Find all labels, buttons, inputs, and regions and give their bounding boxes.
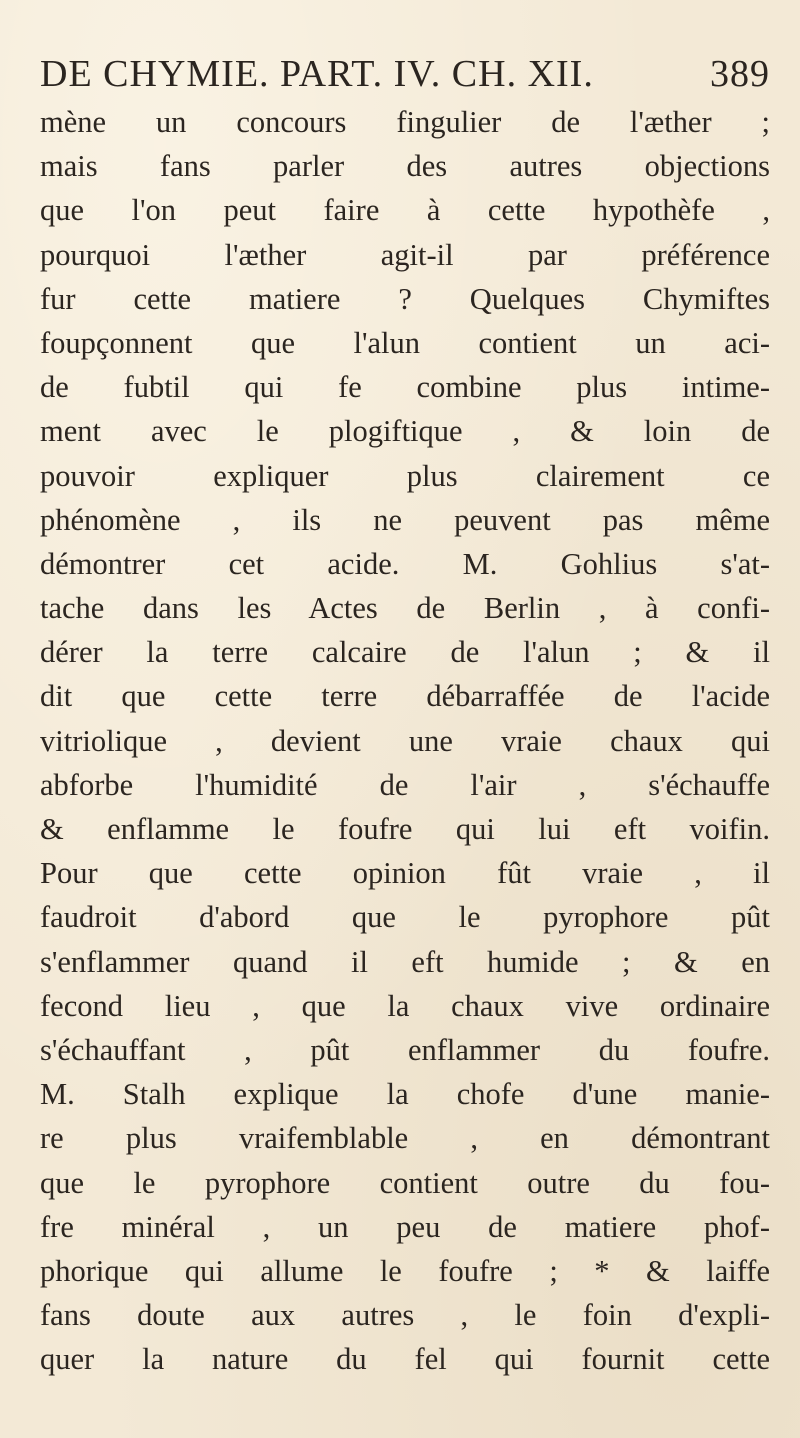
text-line: fecond lieu , que la chaux vive ordinaire <box>40 988 770 1023</box>
text-line: vitriolique , devient une vraie chaux qui <box>40 723 770 758</box>
text-line: dérer la terre calcaire de l'alun ; & il <box>40 635 770 670</box>
text-line: ment avec le plogiftique , & loin de <box>40 414 770 449</box>
text-line: M. Stalh explique la chofe d'une manie- <box>40 1077 770 1112</box>
text-line: Pour que cette opinion fût vraie , il <box>40 856 770 891</box>
body-text <box>40 100 770 1381</box>
text-line: que le pyrophore contient outre du fou- <box>40 1165 770 1200</box>
page-number: 389 <box>710 53 770 95</box>
text-line: dit que cette terre débarraffée de l'acide <box>40 679 770 714</box>
text-line: faudroit d'abord que le pyrophore pût <box>40 900 770 935</box>
text-line: fre minéral , un peu de matiere phof- <box>40 1209 770 1244</box>
text-line: abforbe l'humidité de l'air , s'échauffe <box>40 767 770 802</box>
text-line: quer la nature du fel qui fournit cette <box>40 1342 770 1377</box>
text-line: de fubtil qui fe combine plus intime- <box>40 370 770 405</box>
text-line: phénomène , ils ne peuvent pas même <box>40 502 770 537</box>
page-header <box>40 52 770 104</box>
text-line: pouvoir expliquer plus clairement ce <box>40 458 770 493</box>
text-line: & enflamme le foufre qui lui eft voifin. <box>40 812 770 846</box>
text-line: mène un concours fingulier de l'æther ; <box>40 105 770 139</box>
running-head: DE CHYMIE. PART. IV. CH. XII. <box>40 53 594 95</box>
text-line: s'enflammer quand il eft humide ; & en <box>40 944 770 979</box>
text-line: s'échauffant , pût enflammer du foufre. <box>40 1032 770 1067</box>
text-line: que l'on peut faire à cette hypothèfe , <box>40 193 770 228</box>
text-line: re plus vraifemblable , en démontrant <box>40 1121 770 1156</box>
text-line: fur cette matiere ? Quelques Chymiftes <box>40 281 770 316</box>
text-line: tache dans les Actes de Berlin , à confi- <box>40 591 770 626</box>
text-line: démontrer cet acide. M. Gohlius s'at- <box>40 546 770 581</box>
text-line: mais fans parler des autres objections <box>40 149 770 184</box>
text-line: phorique qui allume le foufre ; * & laiffe <box>40 1253 770 1288</box>
text-line: pourquoi l'æther agit-il par préférence <box>40 237 770 272</box>
text-line: foupçonnent que l'alun contient un aci- <box>40 325 770 360</box>
text-line: fans doute aux autres , le foin d'expli- <box>40 1298 770 1333</box>
